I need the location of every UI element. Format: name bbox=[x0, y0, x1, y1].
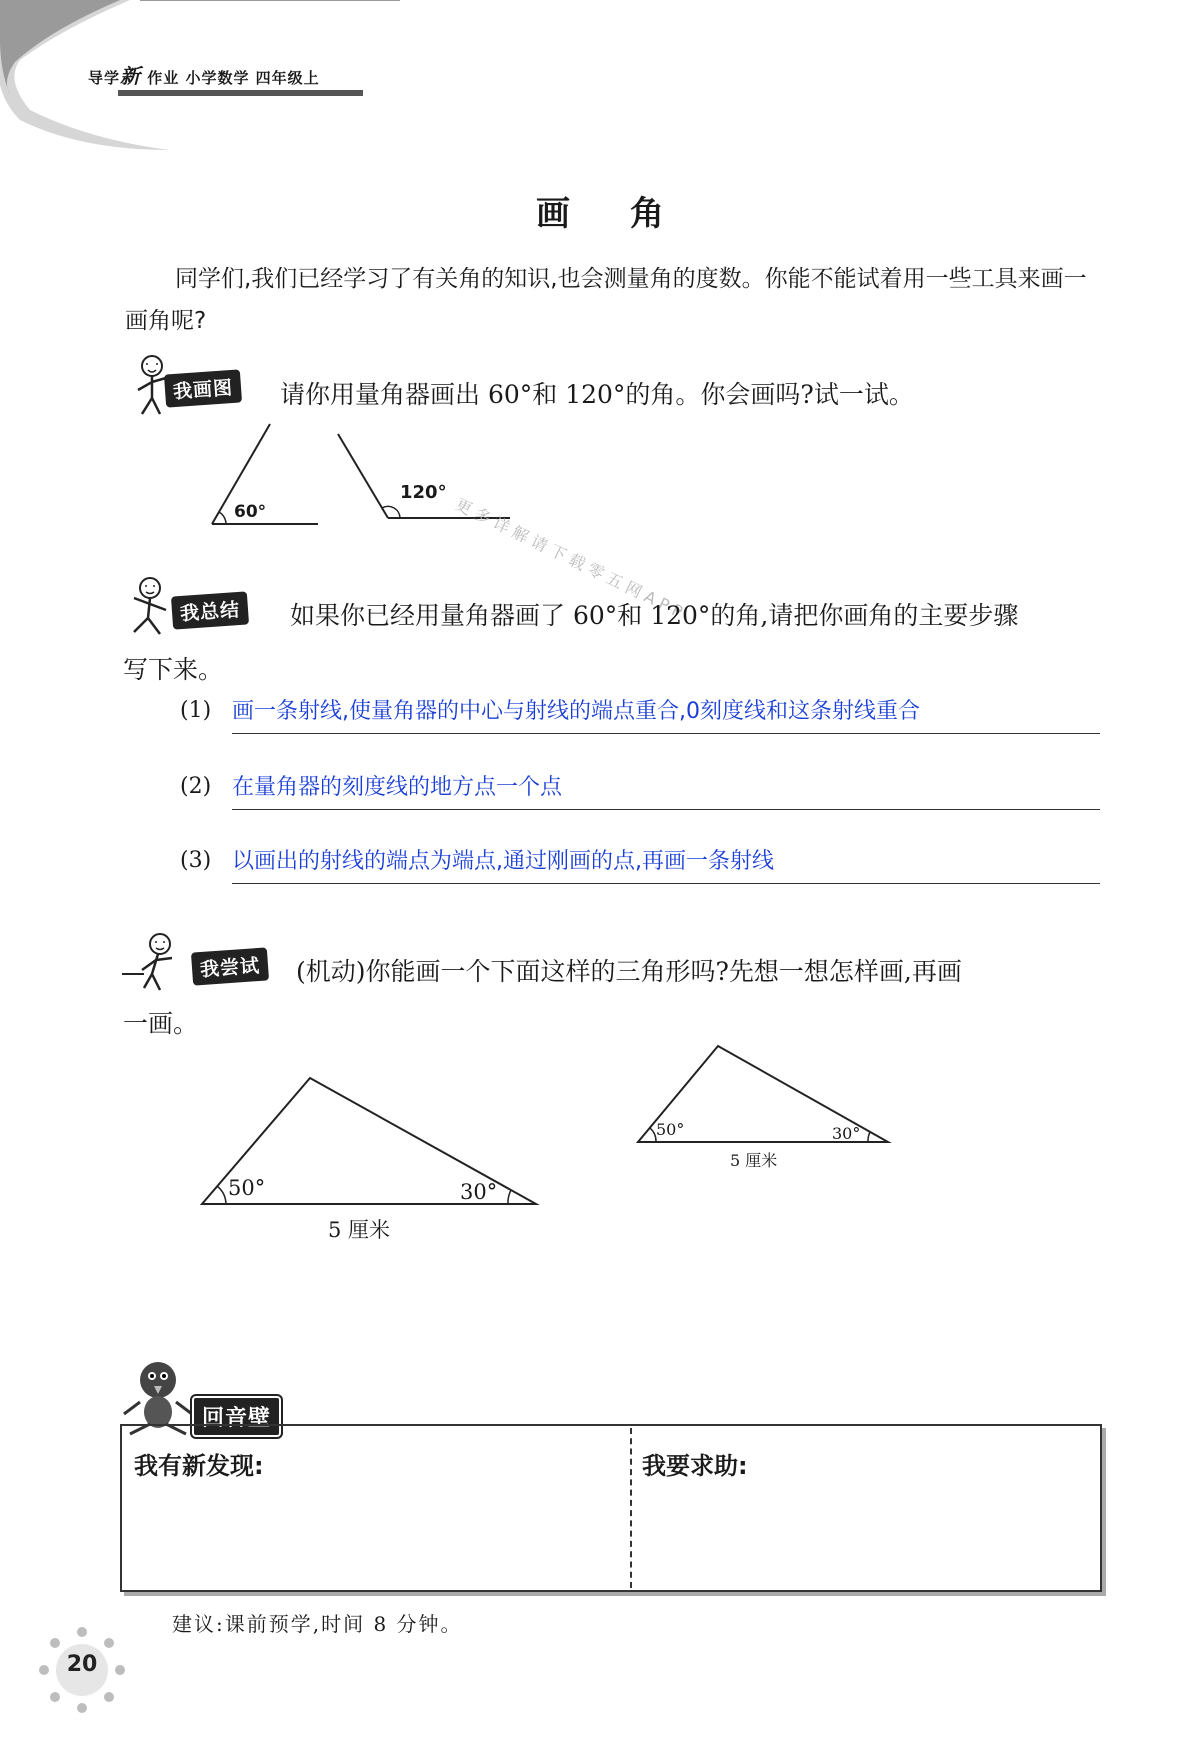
header-subtitle: 作业 小学数学 四年级上 bbox=[141, 69, 320, 87]
header-brand: 导学 bbox=[88, 69, 121, 87]
intro-paragraph: 同学们,我们已经学习了有关角的知识,也会测量角的度数。你能不能试着用一些工具来画一画角呢? bbox=[125, 266, 1087, 334]
step-number: (3) bbox=[180, 848, 212, 873]
echo-wall-divider bbox=[630, 1428, 632, 1588]
triangle-small-base-label: 5 厘米 bbox=[730, 1151, 778, 1170]
help-label: 我要求助: bbox=[642, 1452, 748, 1480]
suggestion-note: 建议:课前预学,时间 8 分钟。 bbox=[172, 1612, 463, 1636]
header-brand-xin: 新 bbox=[120, 64, 142, 88]
angle-60-label: 60° bbox=[234, 502, 267, 522]
step-number: (2) bbox=[180, 774, 212, 799]
stick-figure-icon bbox=[126, 574, 176, 640]
step-answer[interactable]: 在量角器的刻度线的地方点一个点 bbox=[232, 775, 563, 800]
stick-figure-icon bbox=[122, 930, 182, 996]
triangle-large-base-label: 5 厘米 bbox=[328, 1218, 391, 1242]
summary-step bbox=[180, 770, 1100, 810]
try-badge: 我尝试 bbox=[191, 947, 269, 985]
echo-wall-badge: 回音壁 bbox=[192, 1396, 281, 1437]
discover-area[interactable] bbox=[134, 1484, 614, 1584]
summary-instruction-cont: 写下来。 bbox=[123, 655, 224, 684]
try-instruction: (机动)你能画一个下面这样的三角形吗?先想一想怎样画,再画 bbox=[296, 957, 962, 986]
summary-badge: 我总结 bbox=[171, 591, 249, 629]
angle-120-label: 120° bbox=[400, 482, 447, 503]
discover-label: 我有新发现: bbox=[134, 1452, 264, 1480]
summary-step bbox=[180, 694, 1100, 734]
summary-instruction: 如果你已经用量角器画了 60°和 120°的角,请把你画角的主要步骤 bbox=[290, 601, 1019, 630]
draw-badge: 我画图 bbox=[164, 369, 242, 407]
triangle-large-right-angle: 30° bbox=[460, 1180, 498, 1204]
draw-instruction: 请你用量角器画出 60°和 120°的角。你会画吗?试一试。 bbox=[280, 380, 914, 409]
watermark: 更多详解请下载零五网APP bbox=[452, 494, 691, 624]
step-number: (1) bbox=[180, 698, 212, 723]
page-number: 20 bbox=[66, 1652, 98, 1677]
triangle-large-left-angle: 50° bbox=[228, 1176, 266, 1200]
step-answer[interactable]: 以画出的射线的端点为端点,通过刚画的点,再画一条射线 bbox=[232, 849, 774, 874]
header-title bbox=[88, 60, 320, 89]
triangle-small-left-angle: 50° bbox=[656, 1120, 685, 1139]
answer-line bbox=[232, 883, 1100, 884]
page-title: 画角 bbox=[536, 194, 724, 234]
header-rule bbox=[118, 90, 363, 96]
try-instruction-cont: 一画。 bbox=[123, 1009, 199, 1038]
answer-line bbox=[232, 809, 1100, 810]
summary-step bbox=[180, 844, 1100, 884]
triangle-small-right-angle: 30° bbox=[832, 1124, 861, 1143]
answer-line bbox=[232, 733, 1100, 734]
step-answer[interactable]: 画一条射线,使量角器的中心与射线的端点重合,0刻度线和这条射线重合 bbox=[232, 699, 920, 724]
help-area[interactable] bbox=[642, 1484, 1082, 1584]
